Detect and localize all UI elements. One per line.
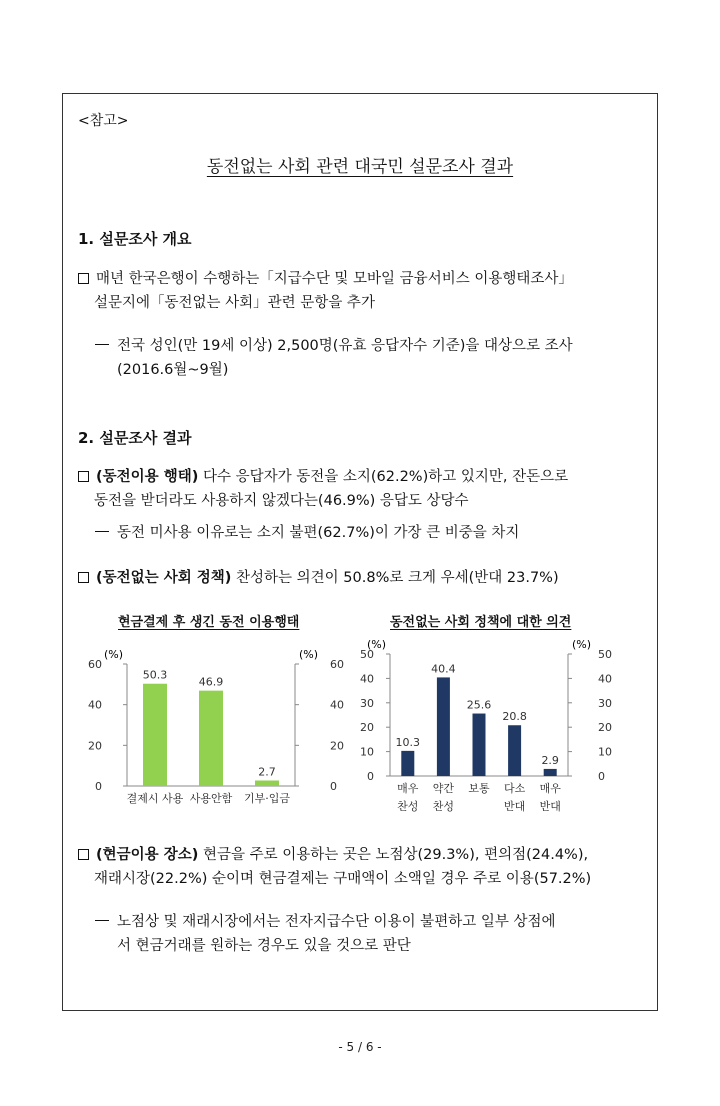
data-label: 25.6 (466, 698, 492, 712)
x-tick-label: 기부·입금 (243, 792, 291, 805)
y-unit-left: (%) (103, 648, 123, 661)
section1-bullet-line2: 설문지에「동전없는 사회」관련 문항을 추가 (94, 295, 375, 311)
data-label: 2.7 (258, 765, 276, 779)
chart1-svg (80, 636, 360, 826)
dash-bullet-icon (95, 344, 109, 345)
section2-heading: 2. 설문조사 결과 (78, 429, 192, 447)
bullet3-line2: 재래시장(22.2%) 순이며 현금결제는 구매액이 소액일 경우 주로 이용(57.2%) (94, 871, 592, 887)
section1-bullet-line1: 매년 한국은행이 수행하는「지급수단 및 모바일 금융서비스 이용행태조사」 (96, 271, 573, 287)
bar (401, 751, 414, 776)
data-label: 40.4 (431, 662, 456, 676)
bullet3-label: (현금이용 장소) (96, 847, 199, 863)
y-unit-right: (%) (299, 648, 319, 661)
chart2-svg (360, 636, 630, 826)
y-tick-label-left: 20 (88, 739, 102, 753)
bullet1-line1: 다수 응답자가 동전을 소지(62.2%)하고 있지만, 잔돈으로 (198, 469, 569, 485)
section2-bullet1-sub (95, 521, 519, 545)
x-tick-label: 반대 (539, 800, 561, 813)
bullet3-line1: 현금을 주로 이용하는 곳은 노점상(29.3%), 편의점(24.4%), (198, 847, 589, 863)
bullet1-line2: 동전을 받더라도 사용하지 않겠다는(46.9%) 응답도 상당수 (94, 493, 469, 509)
y-tick-label-right: 30 (598, 696, 612, 710)
square-bullet-icon (78, 471, 89, 482)
square-bullet-icon (78, 273, 89, 284)
bar (143, 684, 167, 786)
y-tick-label-left: 0 (367, 770, 374, 783)
chart2-title: 동전없는 사회 정책에 대한 의견 (390, 615, 572, 630)
y-tick-label-right: 50 (598, 648, 612, 661)
y-tick-label-right: 0 (598, 770, 605, 783)
section2-bullet2 (78, 566, 559, 590)
x-tick-label: 다소 (503, 782, 526, 795)
section1-sub-line1: 전국 성인(만 19세 이상) 2,500명(유효 응답자수 기준)을 대상으로 조사 (117, 338, 573, 354)
x-tick-label: 반대 (503, 800, 526, 813)
page-title: 동전없는 사회 관련 대국민 설문조사 결과 (206, 157, 514, 177)
bullet1-sub-text: 동전 미사용 이유로는 소지 불편(62.7%)이 가장 큰 비중을 차지 (117, 525, 520, 541)
bullet2-label: (동전없는 사회 정책) (96, 570, 232, 586)
data-label: 10.3 (395, 735, 421, 749)
y-tick-label-right: 40 (330, 698, 344, 712)
section2-bullet3-sub (95, 910, 555, 958)
section1-sub-line2: (2016.6월~9월) (117, 362, 229, 378)
bar (473, 714, 486, 776)
y-tick-label-left: 30 (360, 696, 374, 710)
x-tick-label: 찬성 (397, 800, 419, 813)
y-tick-label-left: 40 (360, 672, 374, 686)
y-tick-label-left: 40 (88, 698, 102, 712)
data-label: 20.8 (502, 710, 527, 724)
section1-heading: 1. 설문조사 개요 (78, 230, 192, 248)
y-tick-label-right: 0 (330, 780, 337, 793)
bar (508, 725, 521, 776)
dash-bullet-icon (95, 920, 109, 921)
bullet2-text: 찬성하는 의견이 50.8%로 크게 우세(반대 23.7%) (231, 570, 559, 586)
bar (199, 691, 223, 786)
x-tick-label: 사용안함 (189, 792, 233, 805)
x-tick-label: 보통 (468, 782, 490, 795)
x-tick-label: 찬성 (432, 800, 455, 813)
y-tick-label-right: 10 (598, 745, 612, 759)
section1-sub (95, 334, 573, 382)
bullet3-sub-line1: 노점상 및 재래시장에서는 전자지급수단 이용이 불편하고 일부 상점에 (117, 914, 556, 930)
bar (544, 769, 557, 776)
bar (437, 677, 450, 776)
y-tick-label-right: 40 (598, 672, 612, 686)
data-label: 2.9 (541, 753, 559, 767)
y-tick-label-left: 20 (360, 721, 374, 735)
y-unit-right: (%) (572, 638, 592, 651)
y-tick-label-left: 0 (95, 780, 102, 793)
section1-bullet (78, 267, 573, 315)
bar (255, 781, 279, 786)
data-label: 50.3 (142, 668, 168, 682)
data-label: 46.9 (198, 675, 224, 689)
square-bullet-icon (78, 849, 89, 860)
y-tick-label-right: 20 (598, 721, 612, 735)
x-tick-label: 결제시 사용 (126, 792, 184, 805)
bullet3-sub-line2: 서 현금거래를 원하는 경우도 있을 것으로 판단 (117, 938, 411, 954)
y-tick-label-left: 50 (360, 648, 374, 661)
x-tick-label: 약간 (432, 782, 455, 795)
square-bullet-icon (78, 572, 89, 583)
section2-bullet1 (78, 465, 568, 513)
x-tick-label: 매우 (539, 782, 561, 795)
note-label: <참고> (78, 113, 129, 129)
chart1-title: 현금결제 후 생긴 동전 이용행태 (118, 615, 300, 630)
y-tick-label-left: 60 (88, 658, 102, 671)
y-unit-left: (%) (366, 638, 386, 651)
bullet1-label: (동전이용 행태) (96, 469, 199, 485)
y-tick-label-right: 60 (330, 658, 344, 671)
section2-bullet3 (78, 843, 591, 891)
x-tick-label: 매우 (397, 782, 419, 795)
y-tick-label-right: 20 (330, 739, 344, 753)
page-number: - 5 / 6 - (338, 1040, 382, 1054)
y-tick-label-left: 10 (360, 745, 374, 759)
dash-bullet-icon (95, 531, 109, 532)
